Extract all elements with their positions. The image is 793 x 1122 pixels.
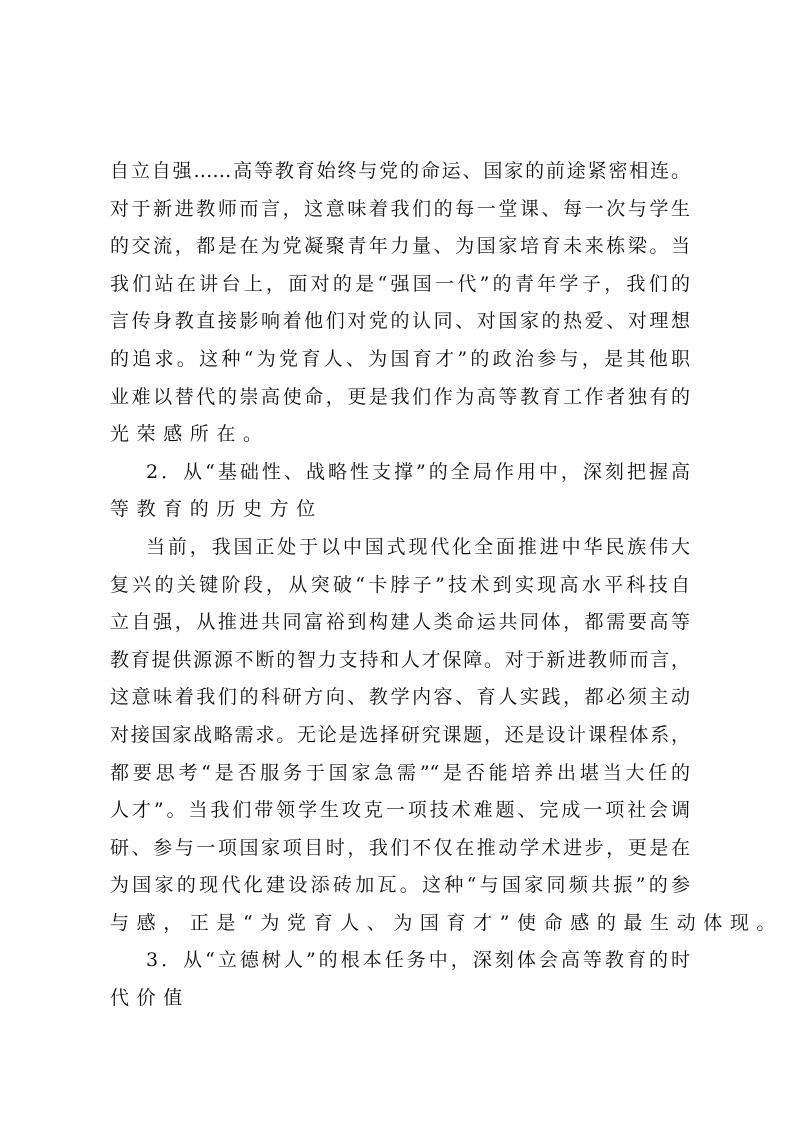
text-line: 当前，我国正处于以中国式现代化全面推进中华民族伟大 (146, 535, 690, 558)
text-line: 3．从“立德树人”的根本任务中，深刻体会高等教育的时 (146, 949, 690, 972)
text-line: 代价值 (110, 987, 190, 1010)
text-line: 业难以替代的崇高使命，更是我们作为高等教育工作者独有的 (110, 385, 690, 408)
text-line: 自立自强……高等教育始终与党的命运、国家的前途紧密相连。 (110, 160, 690, 182)
document-page (110, 153, 784, 1018)
text-line: 对接国家战略需求。无论是选择研究课题，还是设计课程体系， (110, 723, 690, 746)
text-line: 与感，正是“为党育人、为国育才”使命感的最生动体现。 (110, 911, 784, 934)
text-line: 都要思考“是否服务于国家急需”“是否能培养出堪当大任的 (110, 761, 690, 784)
text-line: 研、参与一项国家项目时，我们不仅在推动学术进步，更是在 (110, 836, 690, 859)
text-line: 2．从“基础性、战略性支撑”的全局作用中，深刻把握高 (146, 460, 690, 483)
text-line: 这意味着我们的科研方向、教学内容、育人实践，都必须主动 (110, 686, 690, 709)
text-line: 的交流，都是在为党凝聚青年力量、为国家培育未来栋梁。当 (110, 235, 690, 258)
text-line: 立自强，从推进共同富裕到构建人类命运共同体，都需要高等 (110, 611, 690, 634)
text-line: 言传身教直接影响着他们对党的认同、对国家的热爱、对理想 (110, 310, 690, 333)
text-line: 人才”。当我们带领学生攻克一项技术难题、完成一项社会调 (110, 799, 690, 822)
text-line: 我们站在讲台上，面对的是“强国一代”的青年学子，我们的 (110, 272, 690, 295)
text-line: 的追求。这种“为党育人、为国育才”的政治参与，是其他职 (110, 347, 690, 370)
text-line: 复兴的关键阶段，从突破“卡脖子”技术到实现高水平科技自 (110, 573, 690, 596)
text-line: 教育提供源源不断的智力支持和人才保障。对于新进教师而言， (110, 648, 690, 671)
text-line: 光荣感所在。 (110, 423, 270, 446)
text-line: 为国家的现代化建设添砖加瓦。这种“与国家同频共振”的参 (110, 874, 690, 897)
text-line: 对于新进教师而言，这意味着我们的每一堂课、每一次与学生 (110, 197, 690, 220)
text-line: 等教育的历史方位 (110, 498, 323, 521)
